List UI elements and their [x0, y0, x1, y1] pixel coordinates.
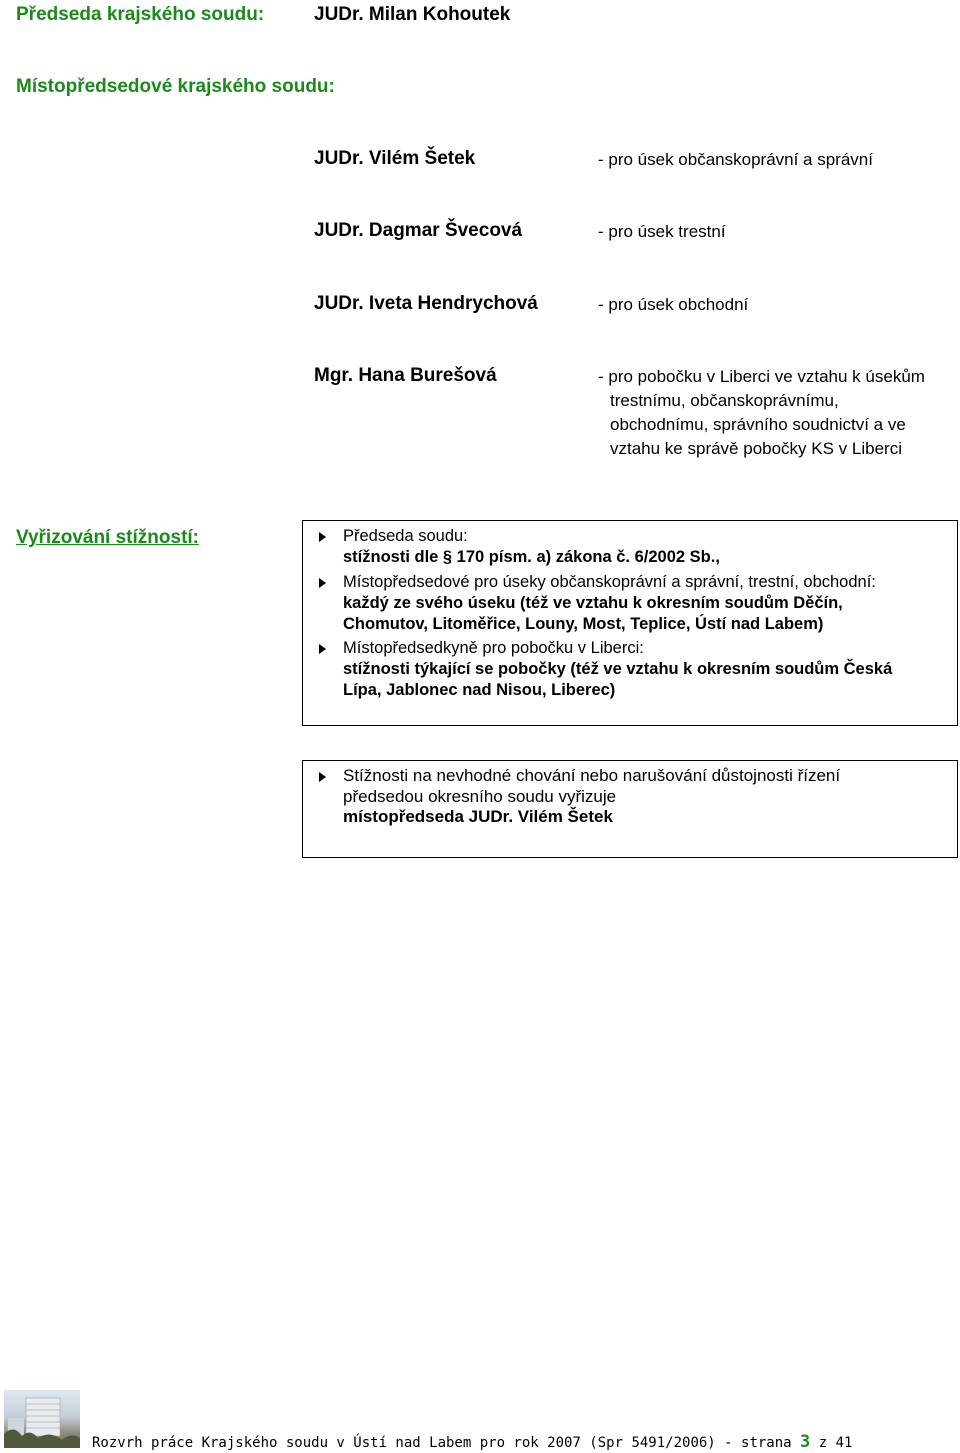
vice-presidents-label: Místopředsedové krajského soudu:	[16, 76, 335, 97]
vice-president-role: - pro úsek občanskoprávní a správní	[598, 150, 873, 169]
footer	[92, 1432, 852, 1452]
vice-president-role: - pro úsek obchodní	[598, 295, 749, 314]
complaint-text: Chomutov, Litoměřice, Louny, Most, Teplice, Ústí nad Labem)	[343, 615, 824, 633]
vice-president-role: obchodnímu, správního soudnictví a ve	[610, 415, 906, 434]
vice-president-role: - pro úsek trestní	[598, 222, 726, 241]
complaint-title: Předseda soudu:	[343, 527, 468, 545]
bullet-arrow-icon	[319, 532, 326, 542]
complaint-line: Stížnosti na nevhodné chování nebo narušování důstojnosti řízení	[343, 766, 841, 785]
complaints-box	[302, 520, 958, 726]
complaint-text: každý ze svého úseku (též ve vztahu k okresním soudům Děčín,	[343, 594, 843, 612]
complaint-title: Místopředsedové pro úseky občanskoprávní a správní, trestní, obchodní:	[343, 573, 876, 591]
vice-president-name: JUDr. Dagmar Švecová	[314, 220, 523, 241]
complaint-text: Lípa, Jablonec nad Nisou, Liberec)	[343, 681, 616, 699]
vice-president-role: - pro pobočku v Liberci ve vztahu k úsekům	[598, 367, 925, 386]
page-number: 3	[800, 1432, 811, 1452]
complaints-label: Vyřizování stížností:	[16, 527, 199, 548]
complaint-text: stížnosti dle § 170 písm. a) zákona č. 6/2002 Sb.,	[343, 548, 720, 566]
bullet-arrow-icon	[319, 578, 326, 588]
complaint-handler: místopředseda JUDr. Vilém Šetek	[343, 807, 613, 826]
complaints-box-2	[302, 760, 958, 858]
vice-president-name: JUDr. Iveta Hendrychová	[314, 293, 538, 314]
president-label: Předseda krajského soudu:	[16, 4, 265, 25]
bullet-arrow-icon	[319, 644, 326, 654]
complaint-text: stížnosti týkající se pobočky (též ve vztahu k okresním soudům Česká	[343, 660, 893, 678]
bullet-arrow-icon	[319, 772, 326, 782]
complaint-title: Místopředsedkyně pro pobočku v Liberci:	[343, 639, 644, 657]
footer-text: Rozvrh práce Krajského soudu v Ústí nad Labem pro rok 2007 (Spr 5491/2006) - strana	[92, 1435, 792, 1451]
vice-president-name: JUDr. Vilém Šetek	[314, 148, 476, 169]
president-name: JUDr. Milan Kohoutek	[314, 4, 511, 25]
footer-page-total: z 41	[818, 1435, 853, 1451]
complaint-line: předsedou okresního soudu vyřizuje	[343, 787, 617, 806]
vice-president-name: Mgr. Hana Burešová	[314, 365, 497, 386]
vice-president-role: vztahu ke správě pobočky KS v Liberci	[610, 439, 902, 458]
court-building-image	[4, 1390, 80, 1448]
vice-president-role: trestnímu, občanskoprávnímu,	[610, 391, 839, 410]
